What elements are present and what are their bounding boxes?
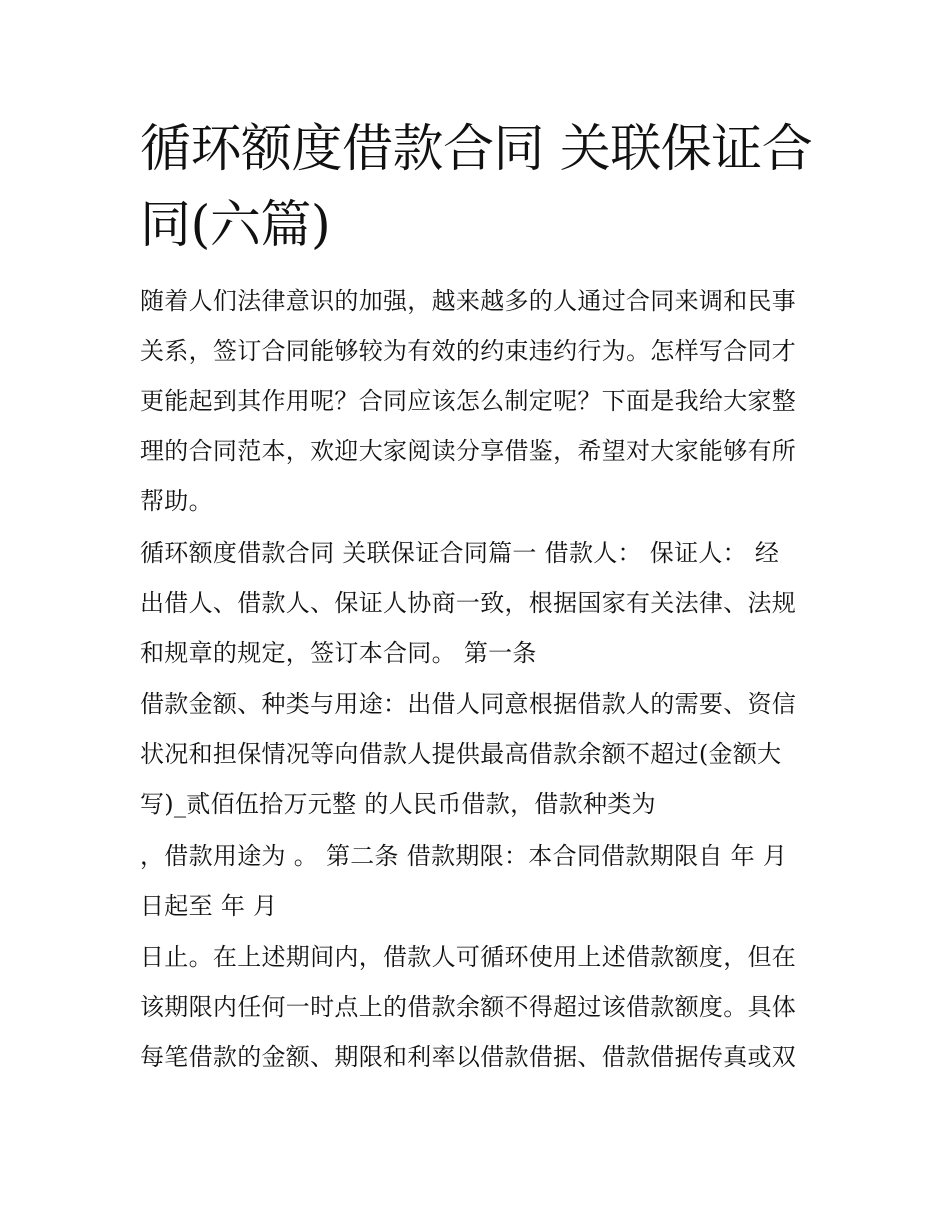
body-line: 该期限内任何一时点上的借款余额不得超过该借款额度。具体	[140, 993, 797, 1021]
body-line: 帮助。	[140, 487, 213, 515]
document-title	[140, 112, 820, 264]
body-line: ，借款用途为 。 第二条 借款期限：本合同借款期限自 年 月	[140, 842, 788, 870]
body-line: 每笔借款的金额、期限和利率以借款借据、借款借据传真或双	[140, 1043, 797, 1071]
body-line: 更能起到其作用呢？合同应该怎么制定呢？下面是我给大家整	[140, 387, 797, 415]
body-line: 理的合同范本，欢迎大家阅读分享借鉴，希望对大家能够有所	[140, 437, 797, 465]
body-line: 随着人们法律意识的加强，越来越多的人通过合同来调和民事	[140, 287, 797, 315]
body-line: 状况和担保情况等向借款人提供最高借款余额不超过(金额大	[140, 740, 782, 768]
body-line: 日止。在上述期间内，借款人可循环使用上述借款额度，但在	[140, 943, 797, 971]
body-line: 出借人、借款人、保证人协商一致，根据国家有关法律、法规	[140, 589, 797, 617]
body-line: 日起至 年 月	[140, 892, 278, 920]
title-line: 循环额度借款合同 关联保证合	[140, 120, 813, 179]
body-line: 关系，签订合同能够较为有效的约束违约行为。怎样写合同才	[140, 337, 797, 365]
body-line: 循环额度借款合同 关联保证合同篇一 借款人： 保证人： 经	[140, 539, 780, 567]
body-line: 借款金额、种类与用途：出借人同意根据借款人的需要、资信	[140, 690, 797, 718]
body-line: 和规章的规定，签订本合同。 第一条	[140, 639, 537, 667]
body-line: 写)_贰佰伍拾万元整 的人民币借款，借款种类为	[140, 790, 656, 818]
title-line: 同(六篇)	[140, 196, 331, 255]
